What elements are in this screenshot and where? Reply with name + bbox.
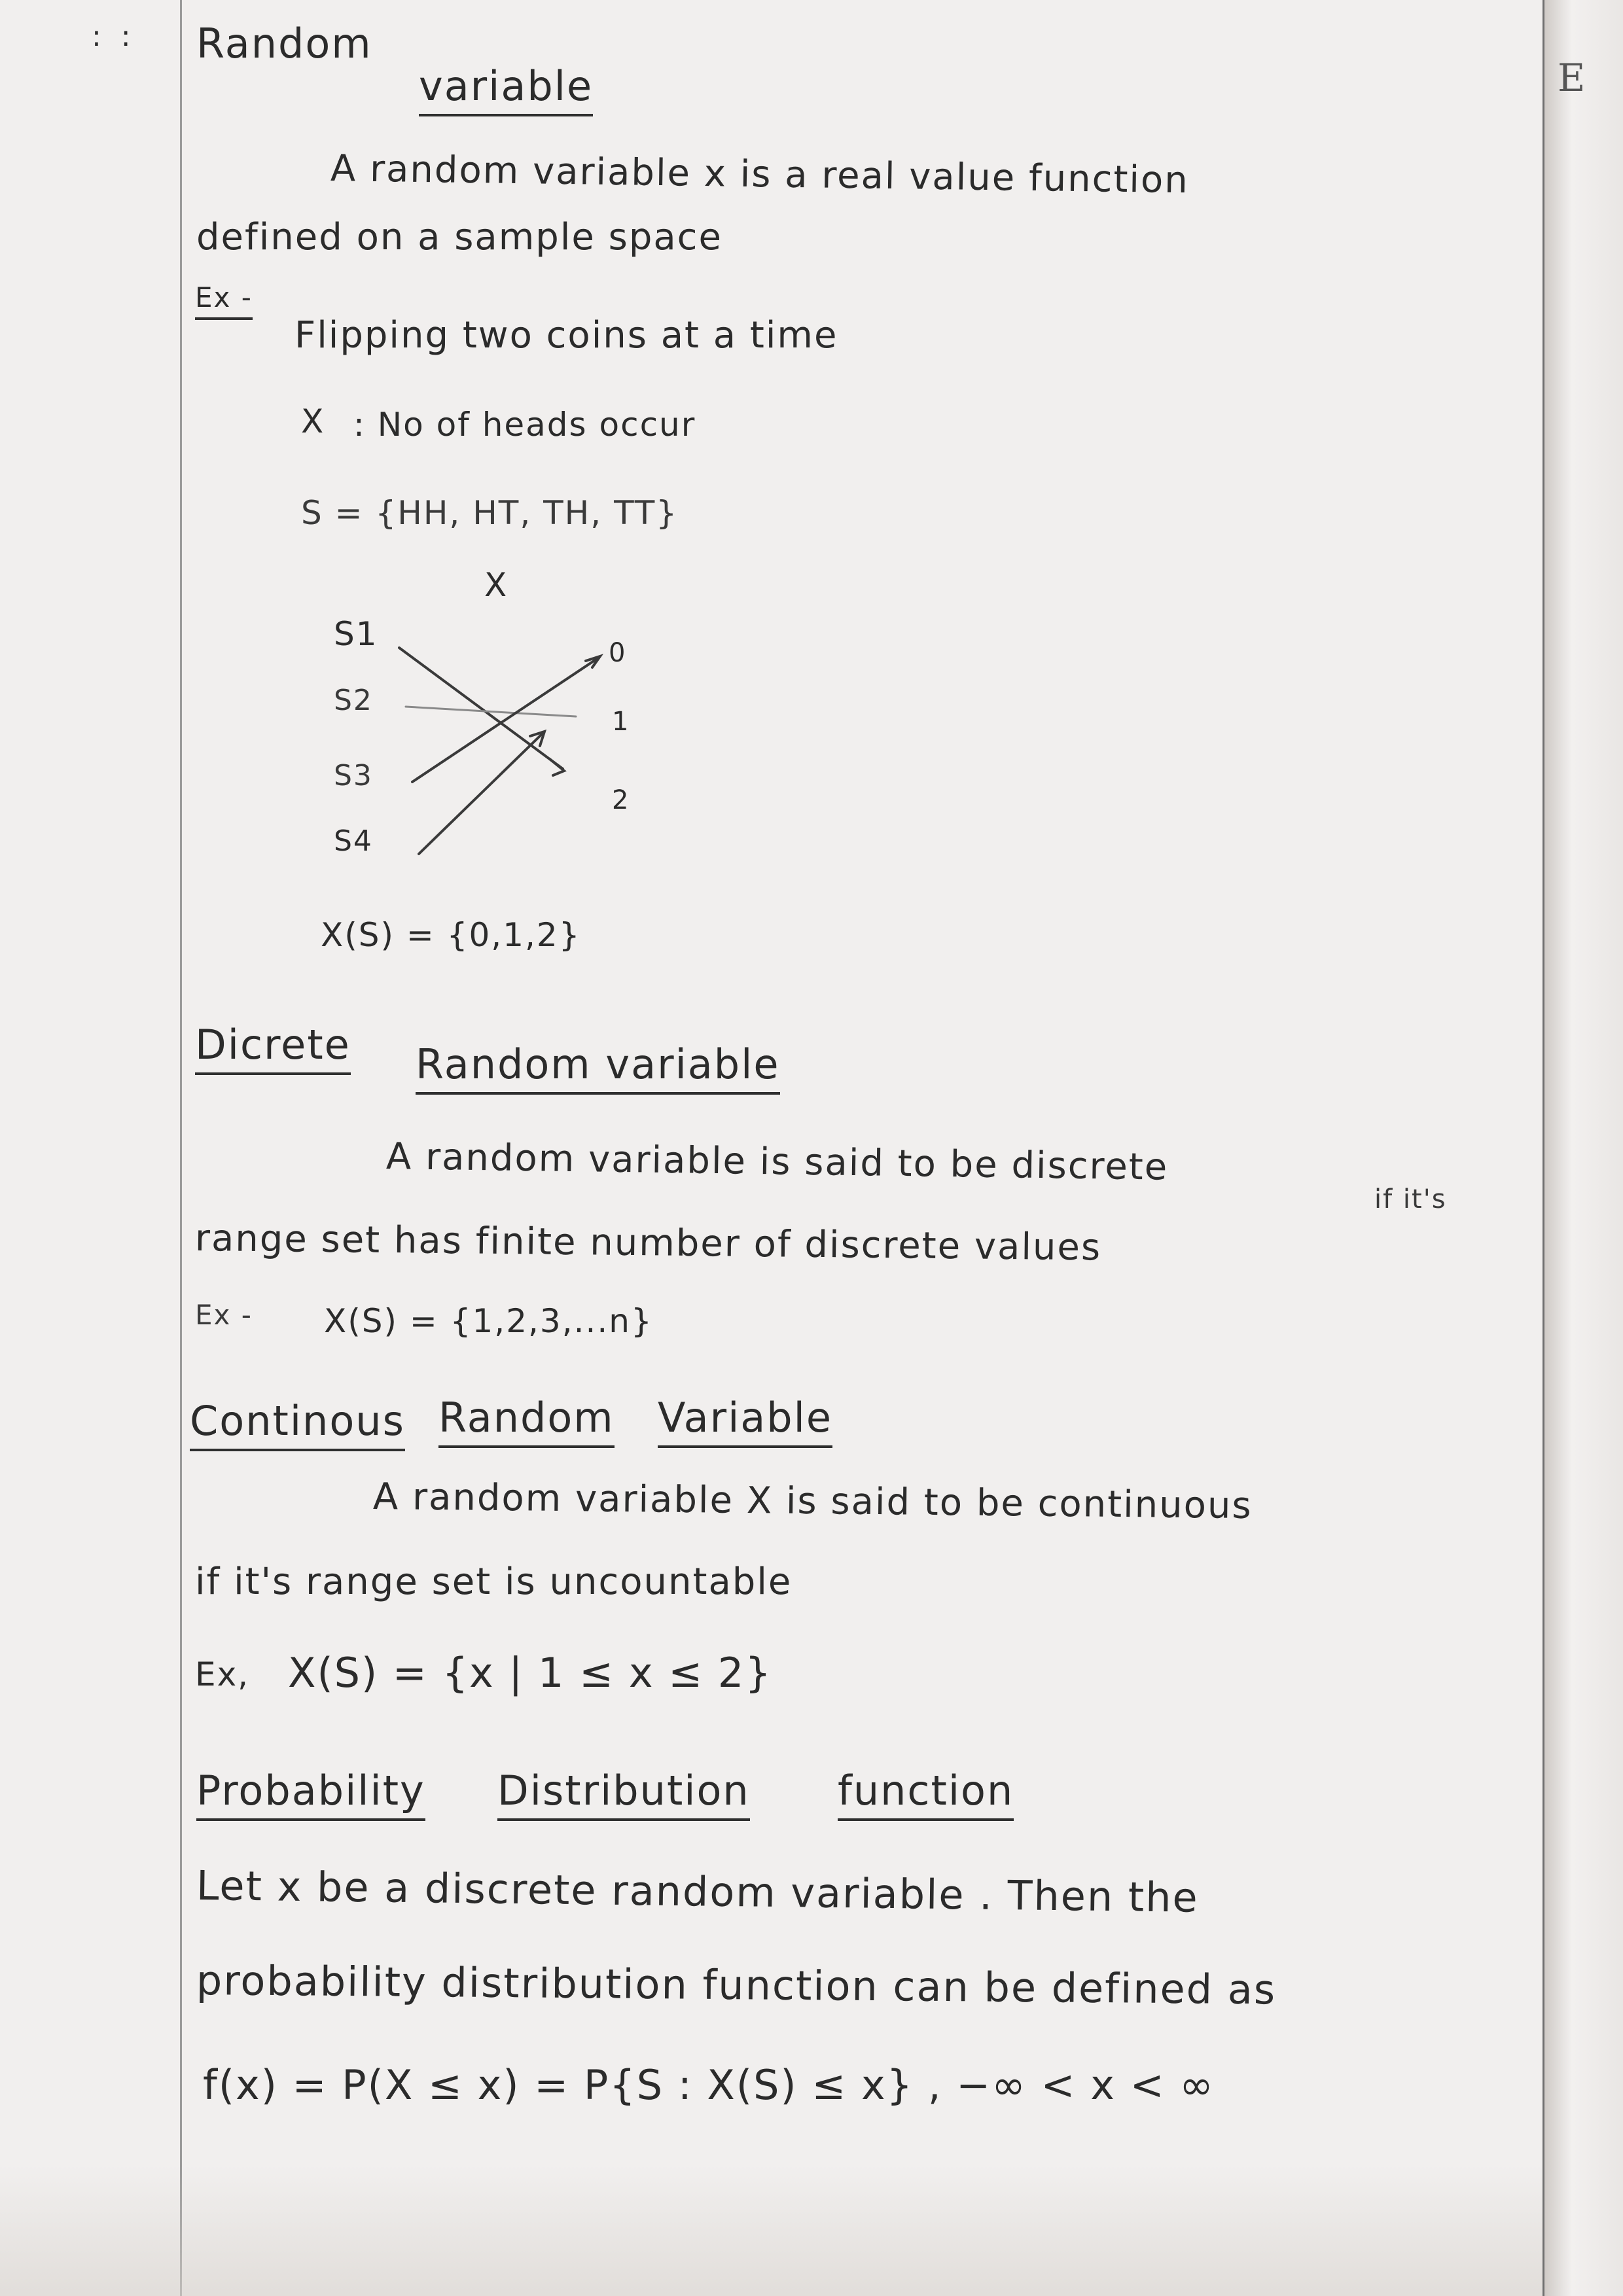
section1-sample-space: S = {HH, HT, TH, TT} (301, 494, 679, 532)
section1-def-line2: defined on a sample space (196, 216, 722, 258)
section2-ex-label: Ex - (195, 1299, 253, 1331)
section1-range: X(S) = {0,1,2} (321, 916, 581, 954)
value-0: 0 (609, 638, 627, 668)
next-page-edge (1543, 0, 1623, 2296)
section3-title-word2: Random (438, 1394, 615, 1448)
sample-point-s3: S3 (334, 759, 373, 792)
section2-ex-text: X(S) = {1,2,3,...n} (324, 1302, 653, 1340)
section4-line1: Let x be a discrete random variable . Then the (196, 1862, 1200, 1922)
mapping-arrows (0, 0, 1544, 981)
section3-line2: if it's range set is uncountable (195, 1561, 793, 1603)
sample-point-s4: S4 (334, 824, 373, 858)
section1-x-desc: : No of heads occur (353, 406, 696, 444)
mapping-header: X (484, 566, 508, 604)
section1-title-word2: variable (419, 62, 593, 116)
section2-title-word1: Dicrete (195, 1021, 351, 1075)
section1-def-line1: A random variable x is a real value function (330, 147, 1190, 202)
sample-point-s1: S1 (334, 615, 378, 653)
section4-title-word3: function (838, 1767, 1014, 1821)
page-shadow (0, 2165, 1544, 2296)
section2-line2: range set has finite number of discrete values (194, 1217, 1102, 1269)
section3-ex-text: X(S) = {x | 1 ≤ x ≤ 2} (288, 1649, 772, 1697)
section1-ex-text: Flipping two coins at a time (294, 314, 838, 357)
section4-formula: f(x) = P(X ≤ x) = P{S : X(S) ≤ x} , −∞ < x < ∞ (203, 2061, 1215, 2109)
arrow-s4-to-1 (419, 733, 543, 854)
section3-title-word3: Variable (658, 1394, 832, 1448)
section3-line1: A random variable X is said to be continuous (372, 1475, 1253, 1528)
arrow-s3-to-0 (412, 658, 599, 782)
section2-title-word2: Random variable (416, 1040, 780, 1095)
section2-line1: A random variable is said to be discrete (385, 1135, 1169, 1189)
section4-title-word2: Distribution (497, 1767, 750, 1821)
section3-ex-label: Ex, (195, 1655, 250, 1693)
edge-letter: E (1558, 56, 1586, 100)
value-2: 2 (612, 785, 630, 815)
section2-line1-tail: if it's (1374, 1184, 1447, 1214)
section3-title-word1: Continous (190, 1397, 405, 1451)
section4-title-word1: Probability (196, 1767, 425, 1821)
section1-title-word1: Random (196, 20, 372, 67)
section1-x-label: X (301, 402, 325, 440)
section1-ex-label: Ex - (195, 281, 253, 320)
section4-line2: probability distribution function can be defined as (196, 1956, 1277, 2014)
value-1: 1 (612, 707, 630, 737)
margin-marks: : : (92, 20, 136, 53)
sample-point-s2: S2 (334, 684, 373, 717)
